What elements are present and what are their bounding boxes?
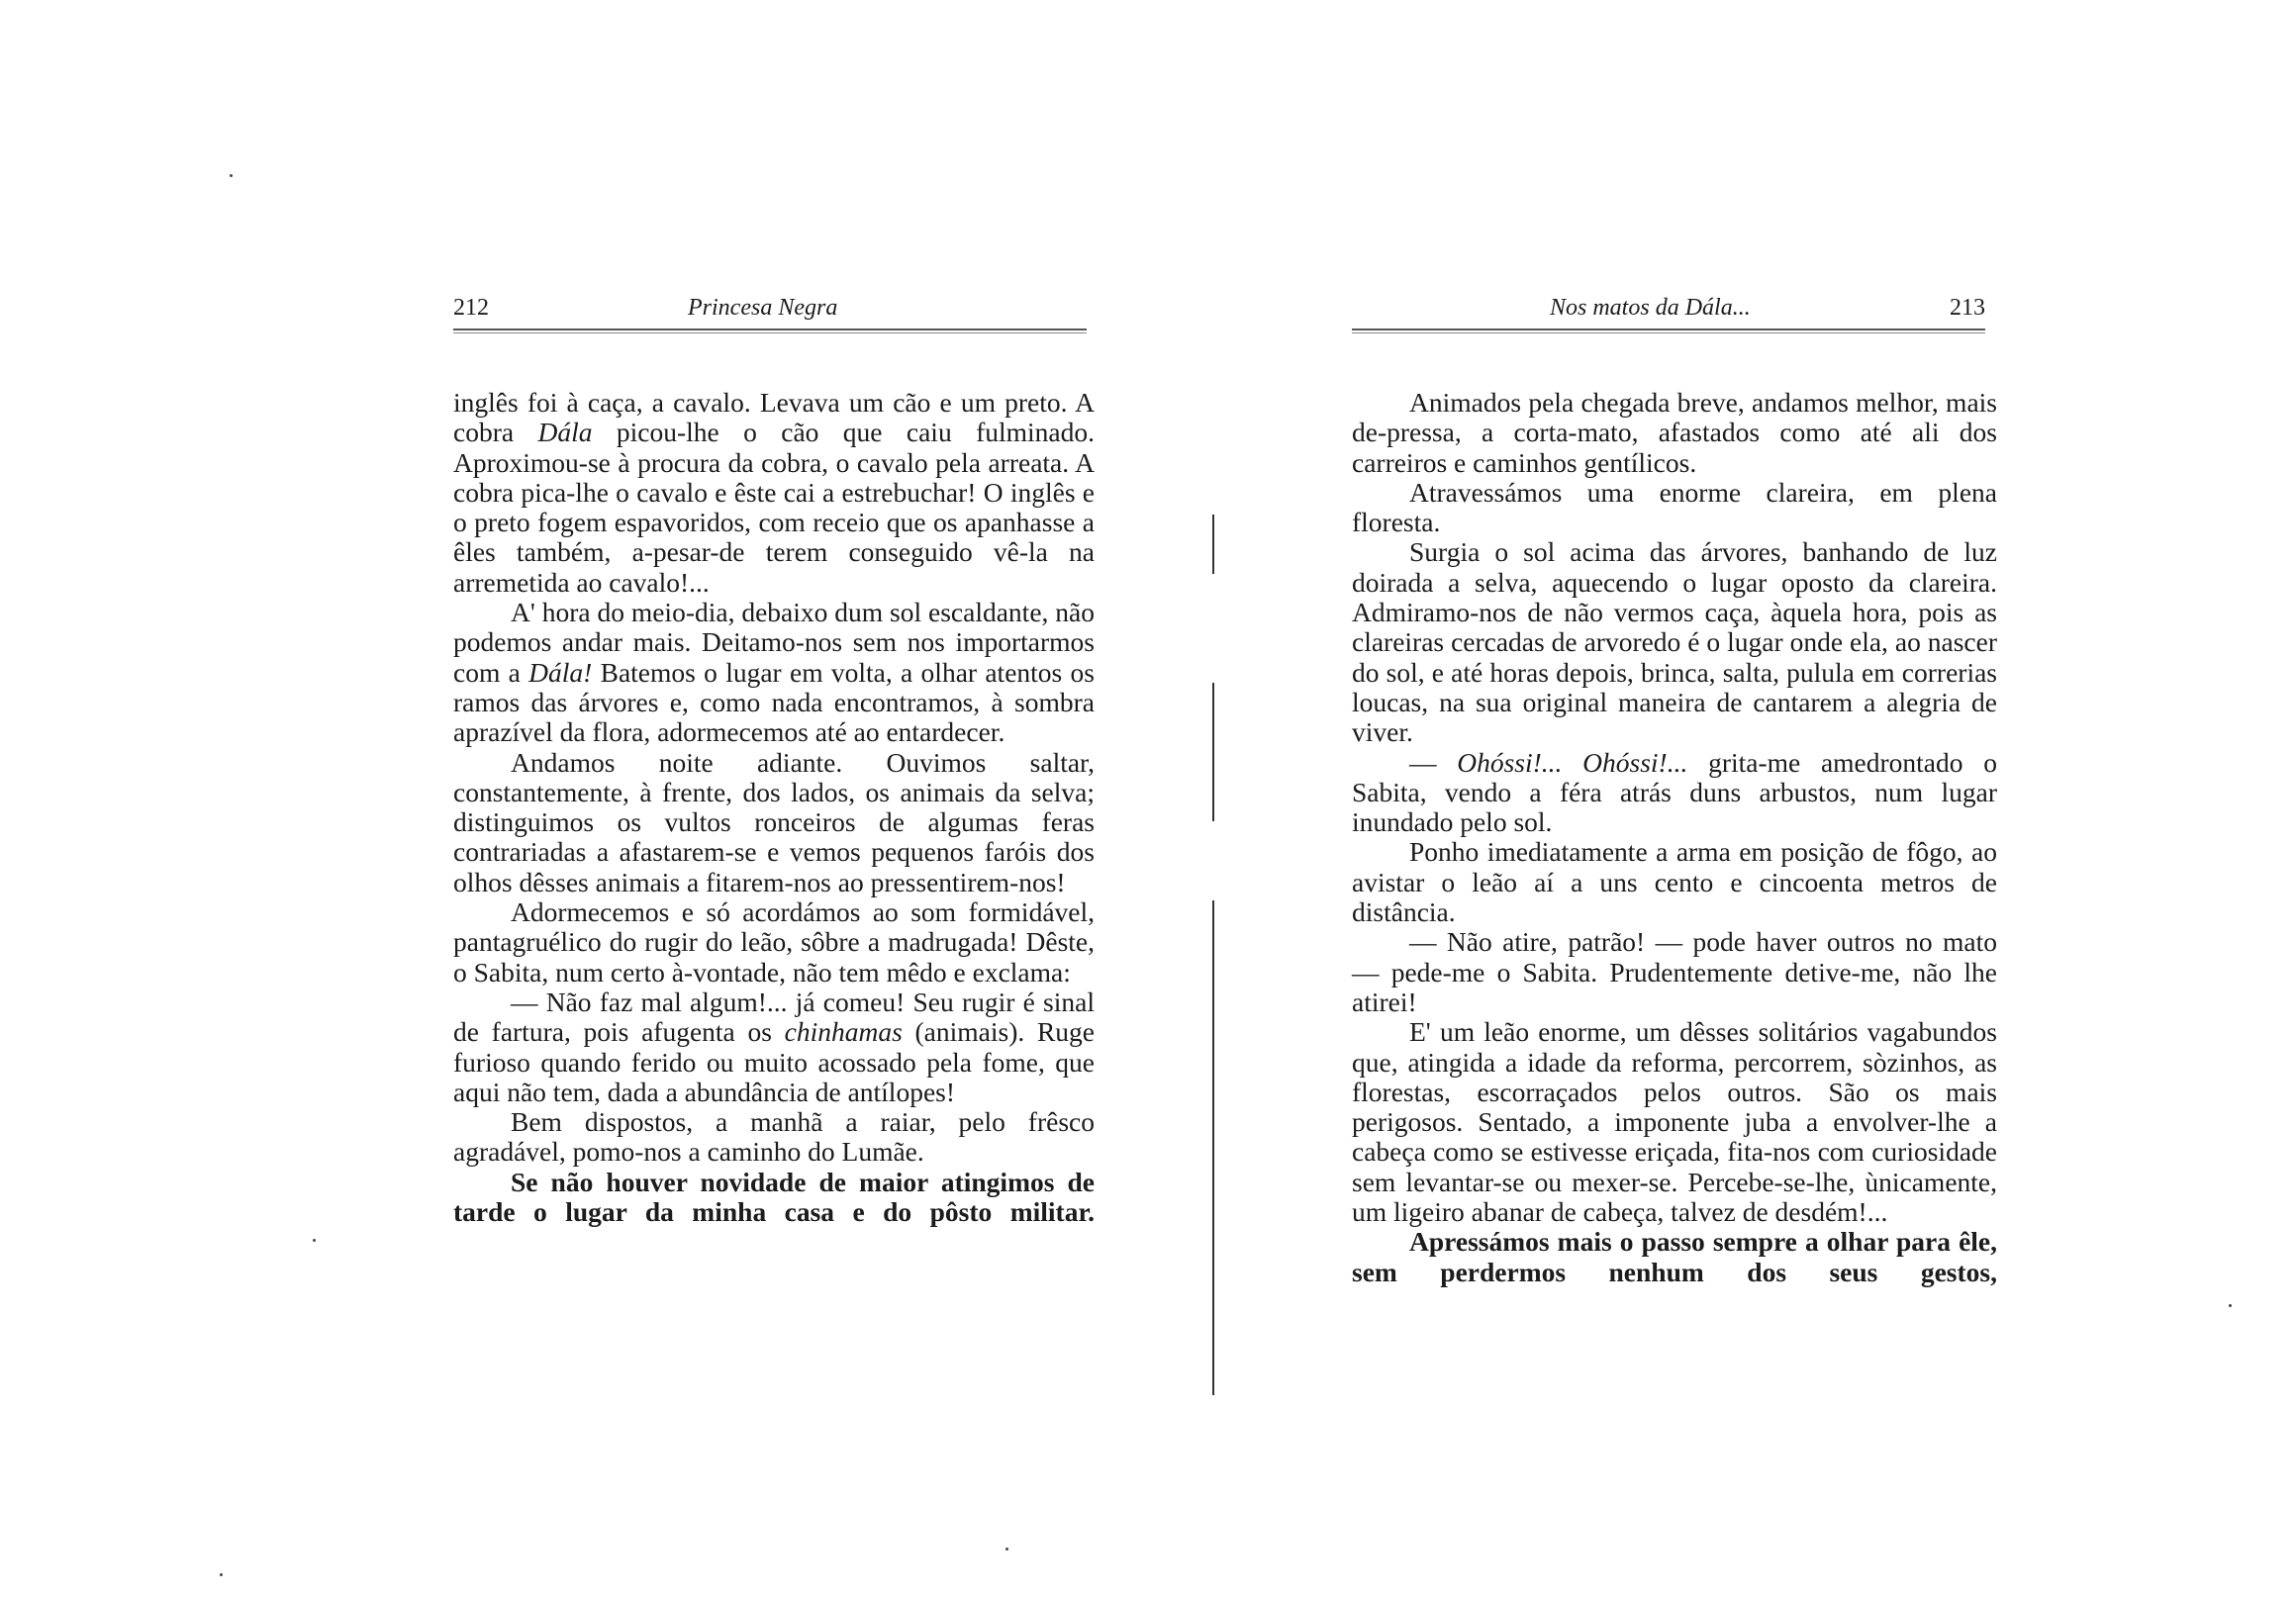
- paragraph: — Ohóssi!... Ohóssi!... grita-me amedrontado o Sabita, vendo a féra atrás duns arbustos, num lugar inundado pelo sol.: [1352, 746, 1997, 838]
- left-body-text: [453, 388, 1095, 1227]
- paragraph: Bem dispostos, a manhã a raiar, pelo frêsco agradável, pomo-nos a caminho do Lumãe.: [453, 1106, 1095, 1168]
- left-header-rule-thin: [453, 332, 1087, 333]
- right-running-title: Nos matos da Dála...: [1550, 295, 1751, 321]
- paragraph: Adormecemos e só acordámos ao som formidável, pantagruélico do rugir do leão, sôbre a madrugada! Dêste, o Sabita, num certo à-vontade, não tem mêdo e exclama:: [453, 896, 1095, 988]
- paragraph: A' hora do meio-dia, debaixo dum sol escaldante, não podemos andar mais. Deitamo-nos sem nos importarmos com a Dála! Batemos o lugar em volta, a olhar atentos os ramos das árvores e, como nada encontramos, à sombra aprazível da flora, adormecemos até ao entardecer.: [453, 597, 1095, 748]
- right-header-rule-thin: [1352, 332, 1985, 333]
- book-gutter: [1212, 435, 1216, 1484]
- paragraph: Apressámos mais o passo sempre a olhar para êle, sem perdermos nenhum dos seus gestos,: [1352, 1226, 1997, 1287]
- paragraph: Andamos noite adiante. Ouvimos saltar, constantemente, à frente, dos lados, os animais da selva; distinguimos os vultos ronceiros de algumas feras contrariadas a afastarem-se e vemos pequenos faróis dos olhos dêsses animais a fitarem-nos ao pressentirem-nos!: [453, 746, 1095, 897]
- paragraph: Ponho imediatamente a arma em posição de fôgo, ao avistar o leão aí a uns cento e cincoenta metros de distância.: [1352, 836, 1997, 928]
- right-header-rule: [1352, 329, 1985, 330]
- paragraph: Atravessámos uma enorme clareira, em plena floresta.: [1352, 476, 1997, 538]
- paragraph: Animados pela chegada breve, andamos melhor, mais de-pressa, a corta-mato, afastados como até ali dos carreiros e caminhos gentílicos.: [1352, 387, 1997, 478]
- left-page-number: 212: [453, 295, 489, 321]
- left-running-title: Princesa Negra: [688, 295, 838, 321]
- paragraph: Surgia o sol acima das árvores, banhando de luz doirada a selva, aquecendo o lugar oposto da clareira. Admiramo-nos de não vermos caça, àquela hora, pois as clareiras cercadas de arvoredo é o lugar onde ela, ao nascer do sol, e até horas depois, brinca, salta, pulula em correrias loucas, na sua original maneira de cantarem a alegria de viver.: [1352, 536, 1997, 748]
- right-body-text: [1352, 388, 1997, 1287]
- left-page: [453, 0, 1097, 1599]
- right-running-head: [1352, 295, 1985, 327]
- paragraph: E' um leão enorme, um dêsses solitários vagabundos que, atingida a idade da reforma, percorrem, sòzinhos, as florestas, escorraçados pelos outros. São os mais perigosos. Sentado, a imponente juba a envolver-lhe a cabeça como se estivesse eriçada, fita-nos com curiosidade sem levantar-se ou mexer-se. Percebe-se-lhe, ùnicamente, um ligeiro abanar de cabeça, talvez de desdém!...: [1352, 1016, 1997, 1228]
- paper-speck: [1005, 1548, 1008, 1551]
- paragraph: — Não atire, patrão! — pode haver outros no mato — pede-me o Sabita. Prudentemente detive-me, não lhe atirei!: [1352, 926, 1997, 1017]
- gutter-mark: [1212, 900, 1214, 1395]
- paper-speck: [313, 1239, 316, 1242]
- gutter-mark: [1212, 683, 1214, 821]
- paragraph: Se não houver novidade de maior atingimos de tarde o lugar da minha casa e do pôsto militar.: [453, 1166, 1095, 1228]
- paragraph: — Não faz mal algum!... já comeu! Seu rugir é sinal de fartura, pois afugenta os chinhamas (animais). Ruge furioso quando ferido ou muito acossado pela fome, que aqui não tem, dada a abundância de antílopes!: [453, 986, 1095, 1107]
- left-header-rule: [453, 329, 1087, 330]
- paper-speck: [2229, 1304, 2232, 1307]
- gutter-mark: [1212, 515, 1214, 574]
- left-running-head: [453, 295, 1087, 327]
- paper-speck: [230, 174, 233, 177]
- paper-speck: [220, 1573, 223, 1576]
- paragraph: inglês foi à caça, a cavalo. Levava um cão e um preto. A cobra Dála picou-lhe o cão que caiu fulminado. Aproximou-se à procura da cobra, o cavalo pela arreata. A cobra pica-lhe o cavalo e êste cai a estrebuchar! O inglês e o preto fogem espavoridos, com receio que os apanhasse a êles também, a-pesar-de terem conseguido vê-la na arremetida ao cavalo!...: [453, 387, 1095, 598]
- right-page: [1352, 0, 1995, 1599]
- right-page-number: 213: [1950, 295, 1985, 321]
